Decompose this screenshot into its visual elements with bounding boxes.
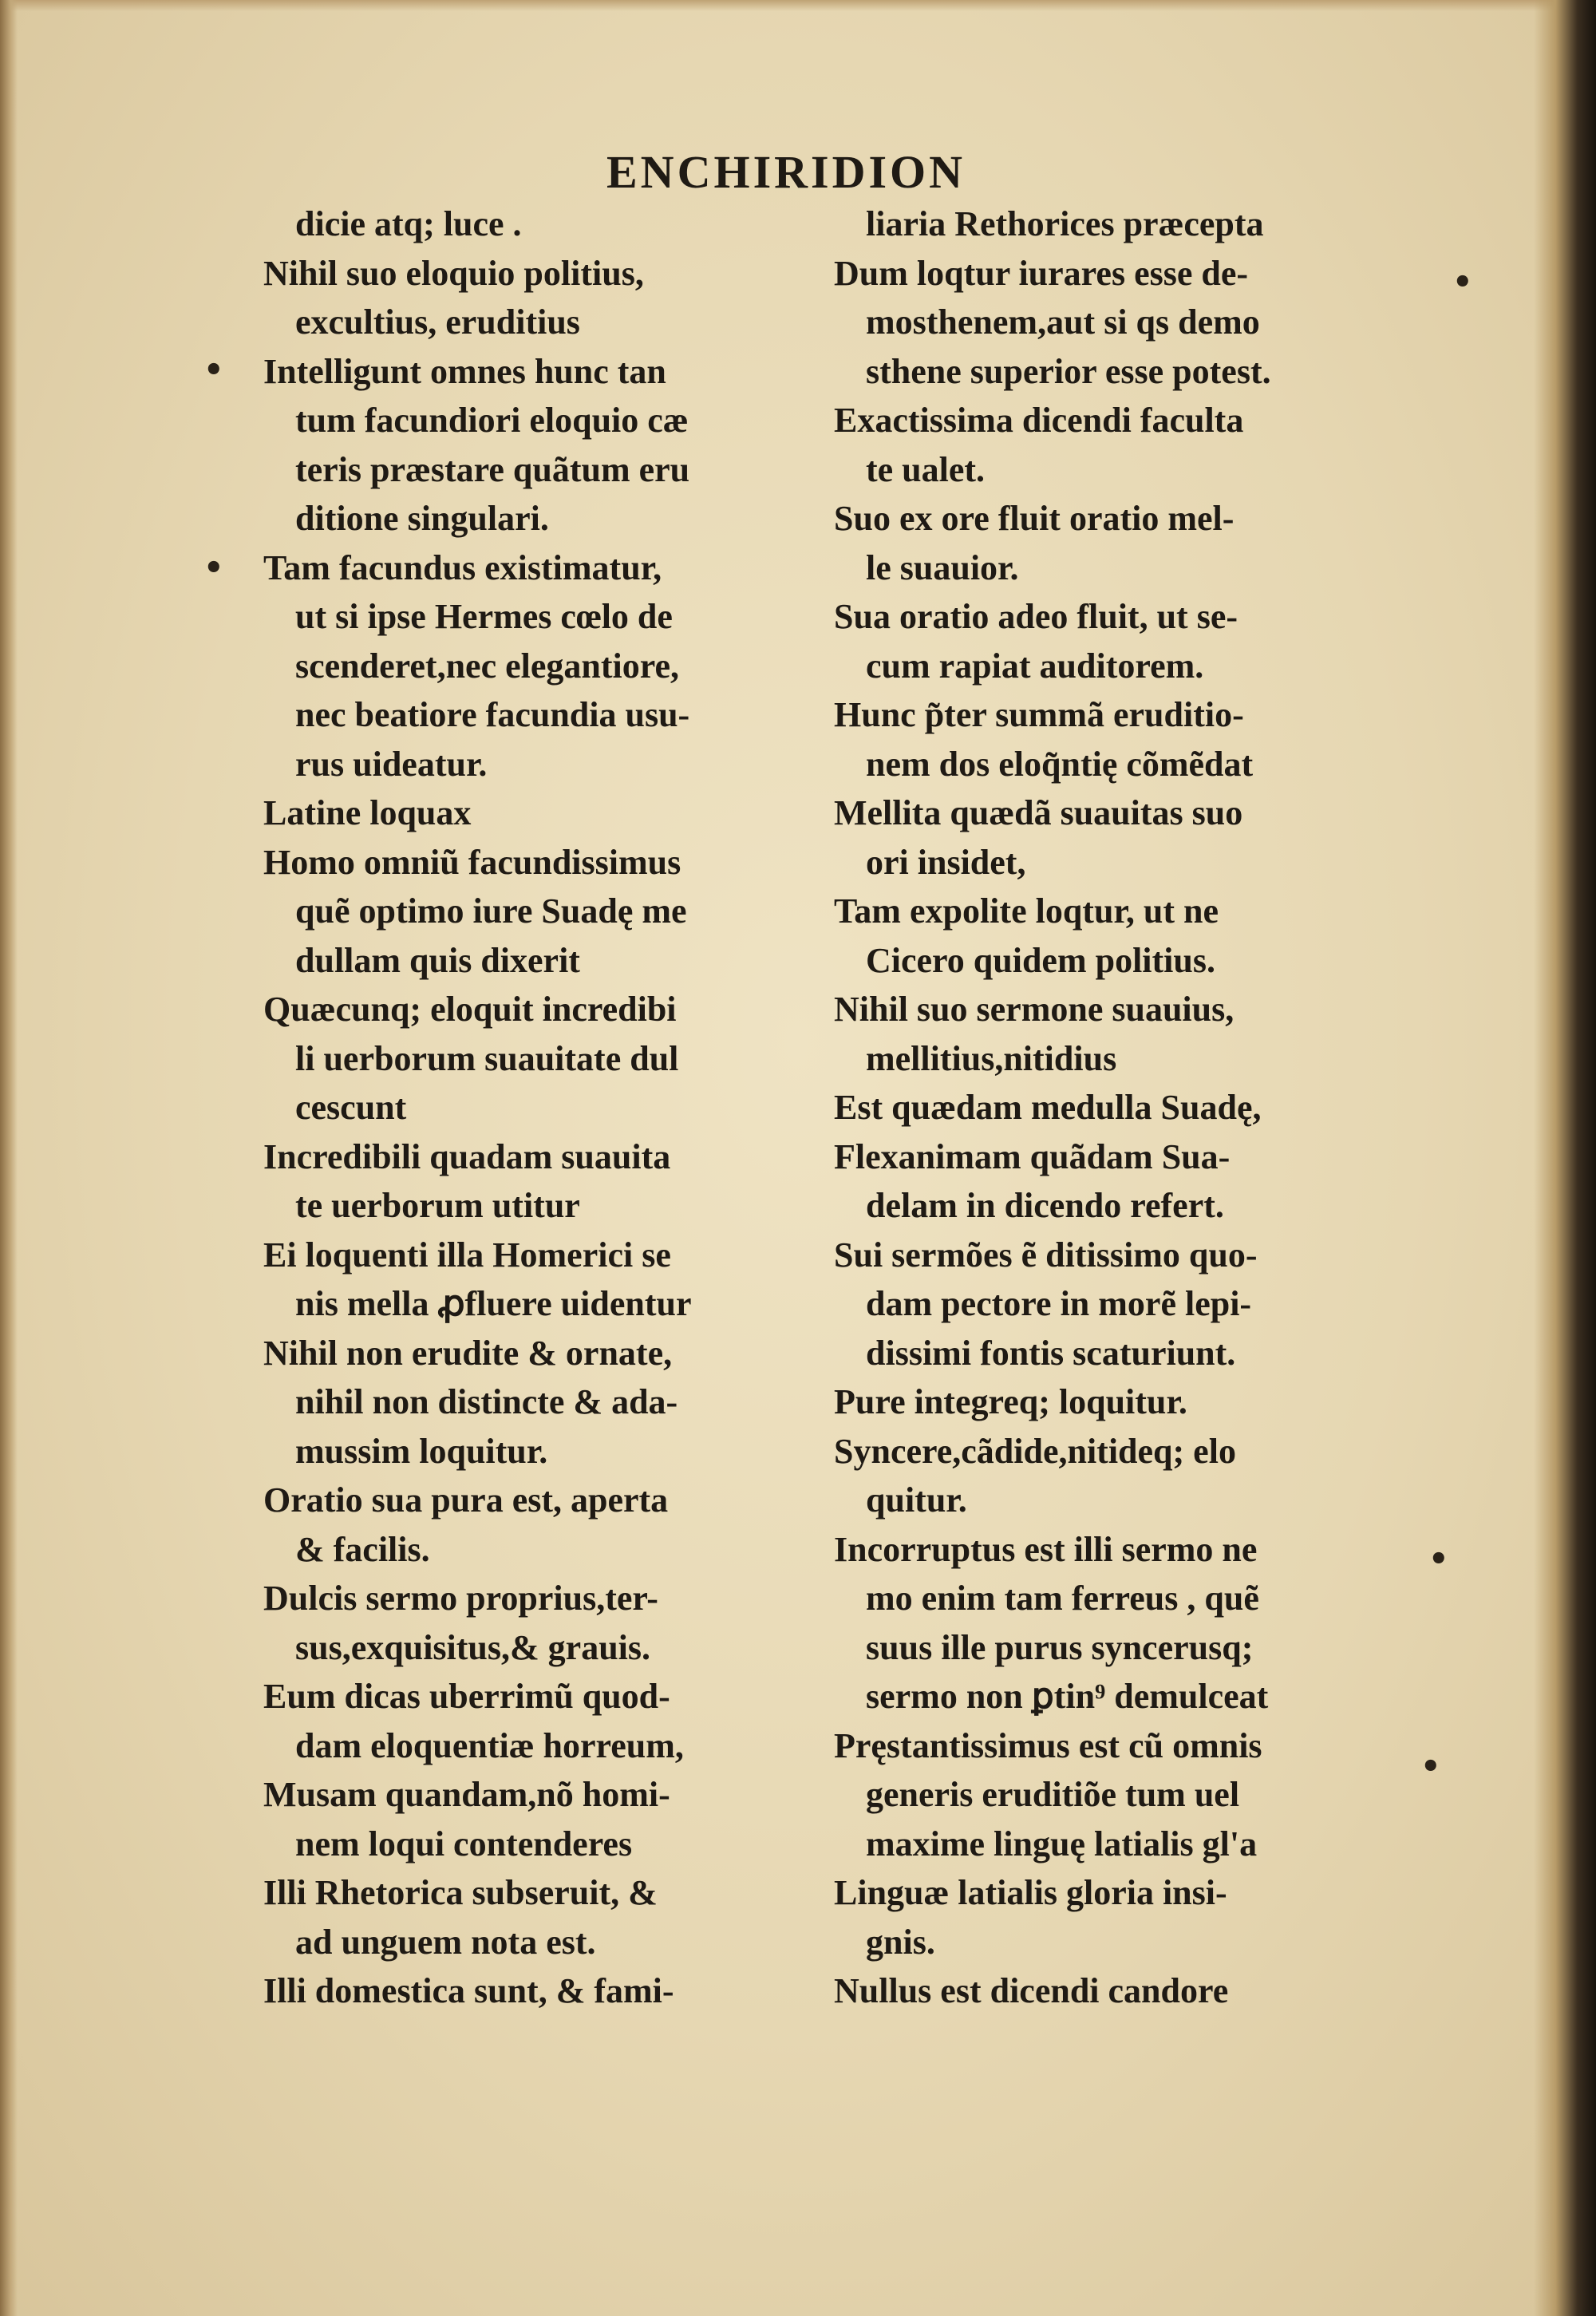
right-column-line: Hunc p̃ter summã eruditio- xyxy=(834,695,1244,734)
margin-dot-icon: • xyxy=(1420,1748,1441,1785)
right-column-line: cum rapiat auditorem. xyxy=(866,646,1204,686)
left-column-line: nem loqui contenderes xyxy=(295,1824,633,1863)
right-column-line: Dum loqtur iurares esse de- xyxy=(834,253,1249,293)
left-column-line: Nihil suo eloquio politius, xyxy=(263,253,644,293)
right-column-line: Pręstantissimus est cũ omnis xyxy=(834,1725,1262,1765)
right-column-line: suus ille purus syncerusq; xyxy=(866,1627,1254,1667)
right-column xyxy=(834,200,1393,2016)
left-column-line: dullam quis dixerit xyxy=(295,940,580,980)
right-column-line: Cicero quidem politius. xyxy=(866,940,1216,980)
left-column-line: Dulcis sermo proprius,ter- xyxy=(263,1579,658,1618)
right-column-line: Nihil suo sermone suauius, xyxy=(834,990,1235,1029)
left-column-line: Latine loquax xyxy=(263,793,472,832)
left-column-line: nihil non distincte & ada- xyxy=(295,1382,678,1421)
page-right-edge xyxy=(1534,0,1596,2316)
right-column-line: Est quædam medulla Suadę, xyxy=(834,1088,1262,1127)
left-column-line: Illi Rhetorica subseruit, & xyxy=(263,1873,658,1912)
left-column-line: Intelligunt omnes hunc tan xyxy=(263,351,666,391)
left-column-line: Tam facundus existimatur, xyxy=(263,547,662,587)
right-column-line: Syncere,cãdide,nitideq; elo xyxy=(834,1431,1236,1471)
right-column-line: maxime linguę latialis gl'a xyxy=(866,1824,1258,1863)
right-column-line: Sua oratio adeo fluit, ut se- xyxy=(834,597,1238,636)
right-column-line: Nullus est dicendi candore xyxy=(834,1971,1229,2010)
right-column-line: Flexanimam quãdam Sua- xyxy=(834,1136,1231,1176)
right-column-line: le suauior. xyxy=(866,547,1019,587)
left-column-line: ditione singulari. xyxy=(295,499,549,538)
right-column-line: delam in dicendo refert. xyxy=(866,1186,1224,1225)
right-column-line: Incorruptus est illi sermo ne xyxy=(834,1529,1258,1569)
left-column-line: Eum dicas uberrimũ quod- xyxy=(263,1677,670,1716)
left-column-line: Musam quandam,nõ homi- xyxy=(263,1775,670,1814)
page-top-edge xyxy=(0,0,1596,11)
right-column-line: generis eruditiõe tum uel xyxy=(866,1775,1240,1814)
left-column-line: tum facundiori eloquio cæ xyxy=(295,401,689,440)
left-column-line: teris præstare quãtum eru xyxy=(295,449,690,489)
right-column-line: Suo ex ore fluit oratio mel- xyxy=(834,499,1235,538)
right-column-line: gnis. xyxy=(866,1922,935,1962)
right-column-line: sthene superior esse potest. xyxy=(866,351,1271,391)
left-column-line: Quæcunq; eloquit incredibi xyxy=(263,990,677,1029)
margin-dot-icon: • xyxy=(1428,1540,1449,1578)
left-column-line: Illi domestica sunt, & fami- xyxy=(263,1971,674,2010)
left-column-line: cescunt xyxy=(295,1088,407,1127)
left-column-line: Oratio sua pura est, aperta xyxy=(263,1480,669,1520)
running-header: ENCHIRIDION xyxy=(606,146,966,198)
right-column-line: sermo non ꝑtin⁹ demulceat xyxy=(866,1677,1269,1716)
right-column-line: nem dos eloq̃ntię cõmẽdat xyxy=(866,744,1254,784)
margin-dot-icon: • xyxy=(203,549,224,587)
left-column-line: Ei loquenti illa Homerici se xyxy=(263,1235,671,1275)
right-column-line: Tam expolite loqtur, ut ne xyxy=(834,891,1219,931)
left-column-line: Homo omniũ facundissimus xyxy=(263,842,681,882)
left-column-line: dam eloquentiæ horreum, xyxy=(295,1725,684,1765)
left-column-line: & facilis. xyxy=(295,1529,430,1569)
left-column-line: nec beatiore facundia usu- xyxy=(295,695,690,734)
left-column-line: ad unguem nota est. xyxy=(295,1922,596,1962)
page-gutter-shadow xyxy=(0,0,18,2316)
right-column-line: quitur. xyxy=(866,1480,967,1520)
right-column-line: dissimi fontis scaturiunt. xyxy=(866,1333,1236,1373)
right-column-line: mellitius,nitidius xyxy=(866,1038,1117,1078)
left-column-line: mussim loquitur. xyxy=(295,1431,548,1471)
left-column-line: te uerborum utitur xyxy=(295,1186,580,1225)
right-column-line: Sui sermões ẽ ditissimo quo- xyxy=(834,1235,1258,1275)
left-column-line: excultius, eruditius xyxy=(295,302,580,342)
margin-dot-icon: • xyxy=(203,351,224,389)
left-column-line: Nihil non erudite & ornate, xyxy=(263,1333,673,1373)
right-column-line: mo enim tam ferreus , quẽ xyxy=(866,1579,1259,1618)
right-column-line: Mellita quædã suauitas suo xyxy=(834,793,1243,832)
left-column-line: scenderet,nec elegantiore, xyxy=(295,646,679,686)
right-column-line: liaria Rethorices præcepta xyxy=(866,204,1264,243)
right-column-line: te ualet. xyxy=(866,449,986,489)
right-column-line: mosthenem,aut si qs demo xyxy=(866,302,1260,342)
margin-dot-icon: • xyxy=(1452,263,1473,301)
left-column-line: rus uideatur. xyxy=(295,744,488,784)
left-column-line: Incredibili quadam suauita xyxy=(263,1136,671,1176)
left-column-line: li uerborum suauitate dul xyxy=(295,1038,679,1078)
right-column-line: Exactissima dicendi faculta xyxy=(834,401,1244,440)
left-column-line: sus,exquisitus,& grauis. xyxy=(295,1627,651,1667)
right-column-line: Linguæ latialis gloria insi- xyxy=(834,1873,1227,1912)
left-column-line: ut si ipse Hermes cœlo de xyxy=(295,597,673,636)
left-column-line: nis mella ꝓfluere uidentur xyxy=(295,1284,692,1323)
left-column-line: quẽ optimo iure Suadę me xyxy=(295,891,687,931)
right-column-line: Pure integreq; loquitur. xyxy=(834,1382,1187,1421)
right-column-line: ori insidet, xyxy=(866,842,1026,882)
right-column-line: dam pectore in morẽ lepi- xyxy=(866,1284,1252,1323)
left-column-line: dicie atq; luce . xyxy=(295,204,522,243)
left-column xyxy=(263,200,822,2016)
